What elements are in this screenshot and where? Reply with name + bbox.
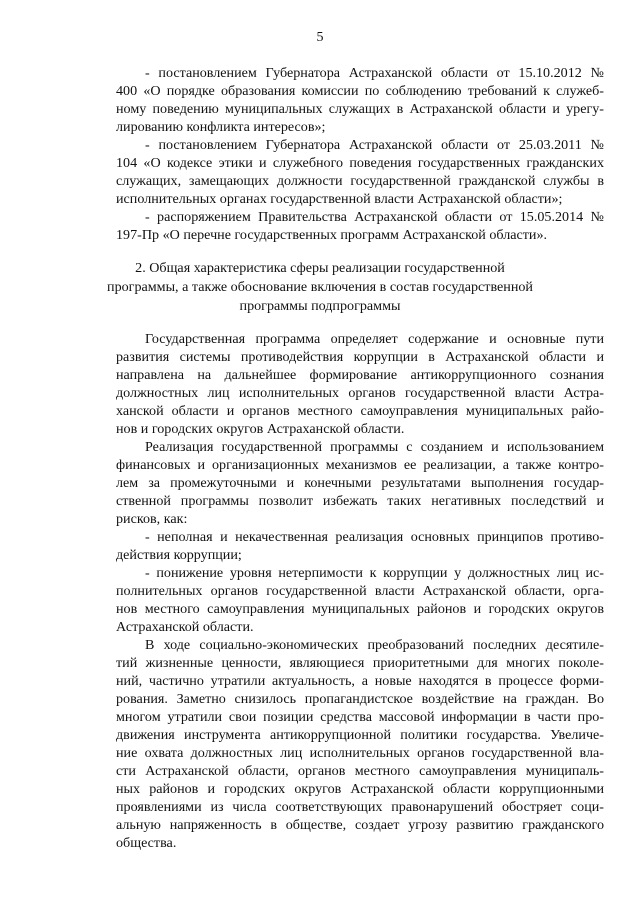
- text-line: В ходе социально-экономических преобразований последних десятиле-: [145, 637, 604, 653]
- section-heading-line: программы, а также обоснование включения в состав государственной: [107, 279, 533, 295]
- text-line: развития системы противодействия коррупции в Астраханской области и: [116, 349, 604, 365]
- text-line: действия коррупции;: [116, 547, 242, 563]
- text-line: ханской области и органов местного самоуправления муниципальных райо-: [116, 403, 604, 419]
- text-line: - понижение уровня нетерпимости к коррупции у должностных лиц ис-: [145, 565, 604, 581]
- text-line: - неполная и некачественная реализация основных принципов противо-: [145, 529, 604, 545]
- text-line: ных районов и городских округов Астраханской области коррупционными: [116, 781, 604, 797]
- text-line: ному поведению муниципальных служащих в Астраханской области и урегу-: [116, 101, 604, 117]
- text-line: ние охвата должностных лиц исполнительных органов государственной вла-: [116, 745, 604, 761]
- text-line: нов местного самоуправления муниципальных районов и городских округов: [116, 601, 604, 617]
- text-line: служащих, замещающих должности государственной гражданской службы в: [116, 173, 604, 189]
- text-line: 104 «О кодексе этики и служебного поведения государственных гражданских: [116, 155, 604, 171]
- text-line: рисков, как:: [116, 511, 188, 527]
- text-line: направлена на дальнейшее формирование антикоррупционного сознания: [116, 367, 604, 383]
- text-line: тий жизненные ценности, являющиеся приоритетными для многих поколе-: [116, 655, 604, 671]
- section-heading-line: 2. Общая характеристика сферы реализации государственной: [135, 260, 505, 276]
- text-line: финансовых и организационных механизмов ее реализации, а также контро-: [116, 457, 604, 473]
- text-line: альную напряженность в обществе, создает угрозу развитию гражданского: [116, 817, 604, 833]
- page-number: 5: [316, 30, 324, 45]
- text-line: - постановлением Губернатора Астраханской области от 15.10.2012 №: [145, 65, 604, 81]
- text-line: ственной программы позволит избежать таких негативных последствий и: [116, 493, 604, 509]
- text-line: исполнительных органах государственной власти Астраханской области»;: [116, 191, 563, 207]
- text-line: Государственная программа определяет содержание и основные пути: [145, 331, 604, 347]
- text-line: ний, частично утратили актуальность, а новые находятся в процессе форми-: [116, 673, 604, 689]
- text-line: должностных лиц исполнительных органов государственной власти Астра-: [116, 385, 604, 401]
- text-line: Астраханской области.: [116, 619, 254, 635]
- text-line: проявлениями из числа соответствующих правонарушений обостряет соци-: [116, 799, 604, 815]
- text-line: - постановлением Губернатора Астраханской области от 25.03.2011 №: [145, 137, 604, 153]
- text-line: лем за промежуточными и конечными результатами выполнения государ-: [116, 475, 604, 491]
- text-line: рования. Заметно снизилось пропагандистское воздействие на граждан. Во: [116, 691, 604, 707]
- text-line: 197-Пр «О перечне государственных программ Астраханской области».: [116, 227, 548, 243]
- text-line: движения инструмента антикоррупционной политики государства. Увеличе-: [116, 727, 604, 743]
- text-line: общества.: [116, 835, 177, 851]
- section-heading-line: программы подпрограммы: [239, 298, 401, 314]
- text-line: сти Астраханской области, органов местного самоуправления муниципаль-: [116, 763, 604, 779]
- text-line: 400 «О порядке образования комиссии по соблюдению требований к служеб-: [116, 83, 604, 99]
- text-line: полнительных органов государственной власти Астраханской области, орга-: [116, 583, 604, 599]
- text-line: Реализация государственной программы с созданием и использованием: [145, 439, 604, 455]
- text-line: - распоряжением Правительства Астраханской области от 15.05.2014 №: [145, 209, 604, 225]
- text-line: многом утратили свои позиции средства массовой информации в части про-: [116, 709, 604, 725]
- text-line: лированию конфликта интересов»;: [116, 119, 326, 135]
- text-line: нов и городских округов Астраханской области.: [116, 421, 405, 437]
